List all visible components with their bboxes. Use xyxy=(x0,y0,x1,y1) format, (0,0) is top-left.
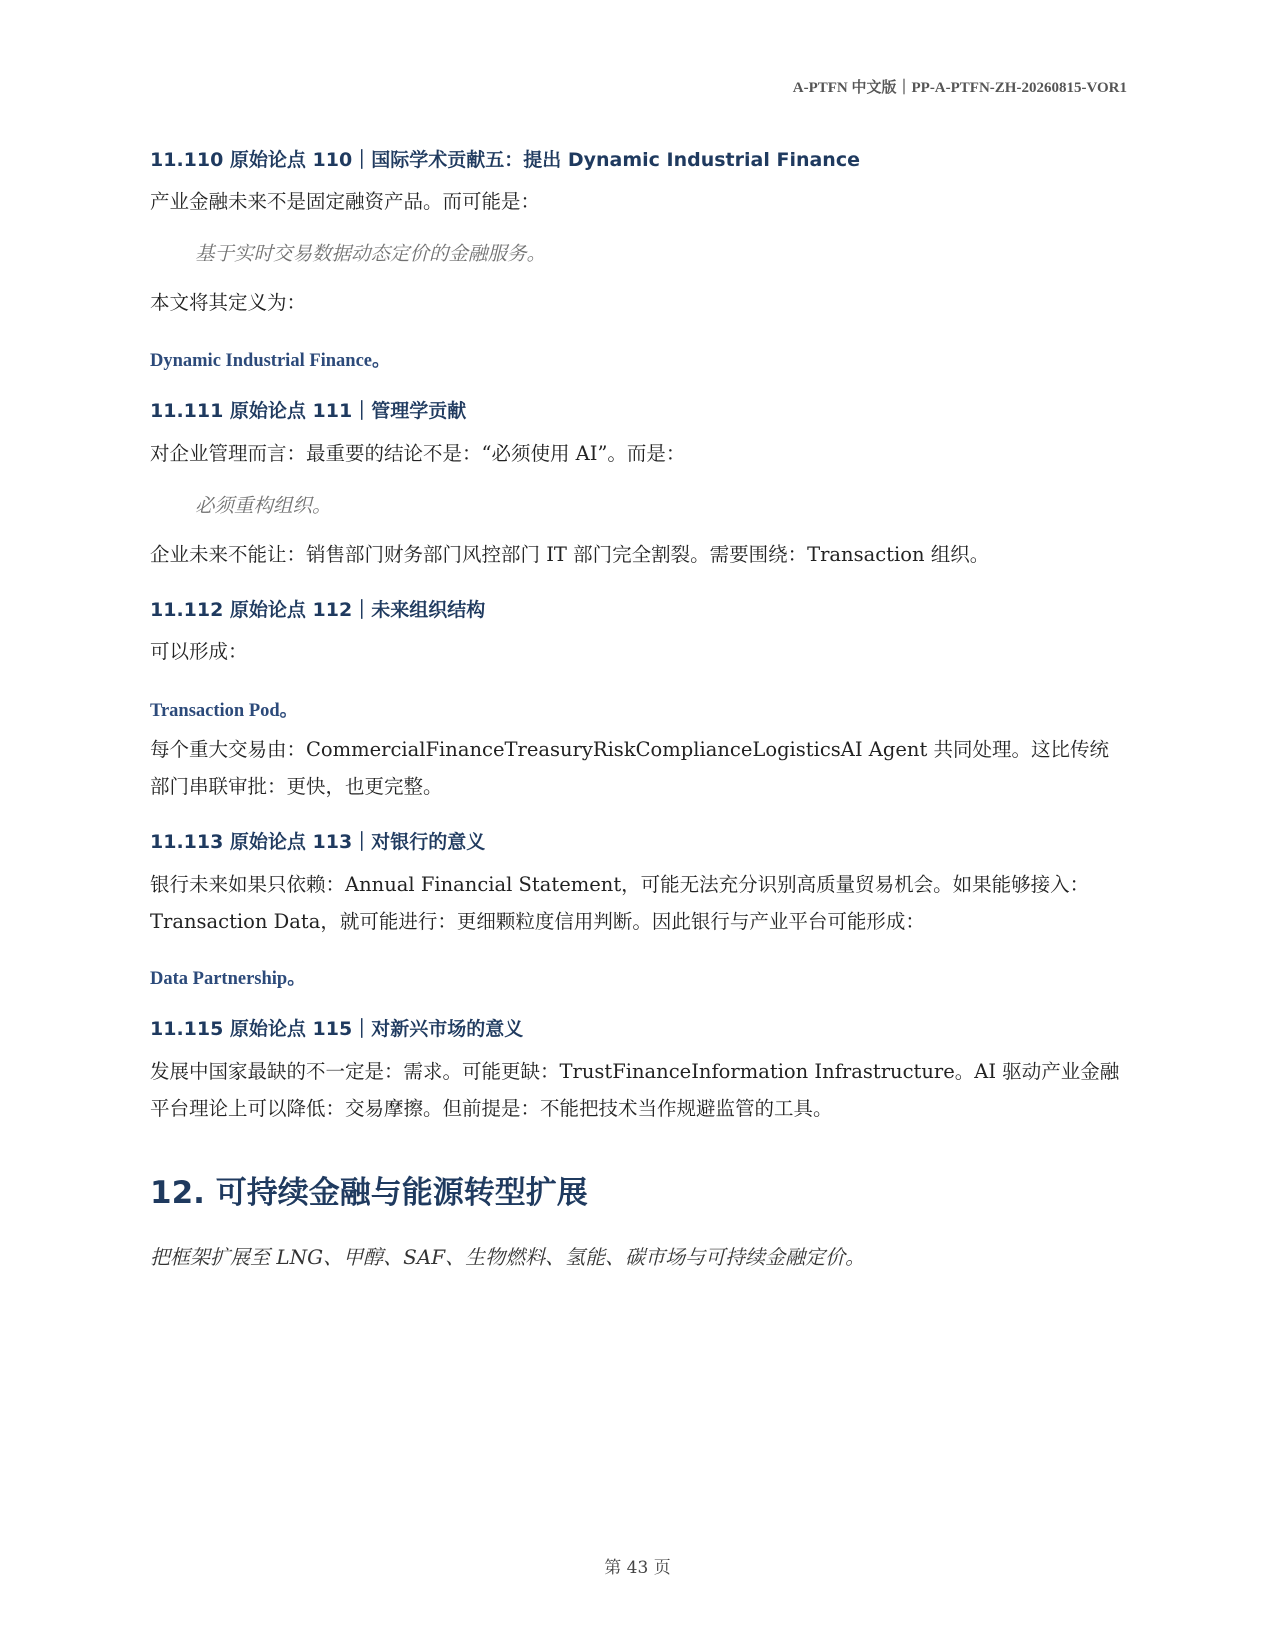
section-heading-113: 11.113 原始论点 113｜对银行的意义 xyxy=(150,831,486,853)
paragraph-112-1: 可以形成： xyxy=(150,640,248,663)
quote-110: 基于实时交易数据动态定价的金融服务。 xyxy=(195,242,547,265)
chapter-12-lead: 把框架扩展至 LNG、甲醇、SAF、生物燃料、氢能、碳市场与可持续金融定价。 xyxy=(150,1245,866,1269)
section-heading-115: 11.115 原始论点 115｜对新兴市场的意义 xyxy=(150,1018,524,1040)
paragraph-110-2: 本文将其定义为： xyxy=(150,291,307,314)
chapter-heading-12: 12. 可持续金融与能源转型扩展 xyxy=(150,1175,588,1211)
paragraph-111-2: 企业未来不能让：销售部门财务部门风控部门 IT 部门完全割裂。需要围绕：Transaction 组织。 xyxy=(150,543,990,566)
term-112: Transaction Pod。 xyxy=(150,701,299,721)
section-heading-110: 11.110 原始论点 110｜国际学术贡献五：提出 Dynamic Industrial Finance xyxy=(150,149,860,171)
paragraph-112-2: 每个重大交易由：CommercialFinanceTreasuryRiskComplianceLogisticsAI Agent 共同处理。这比传统部门串联审批：更快，也更完整。 xyxy=(150,738,1109,798)
paragraph-115-1: 发展中国家最缺的不一定是：需求。可能更缺：TrustFinanceInformation Infrastructure。AI 驱动产业金融平台理论上可以降低：交易摩擦。但前提是：不能把技术当作规避监管的工具。 xyxy=(150,1060,1120,1120)
paragraph-110-1: 产业金融未来不是固定融资产品。而可能是： xyxy=(150,190,541,213)
section-heading-112: 11.112 原始论点 112｜未来组织结构 xyxy=(150,599,486,621)
section-heading-111: 11.111 原始论点 111｜管理学贡献 xyxy=(150,400,467,422)
term-113: Data Partnership。 xyxy=(150,969,306,989)
paragraph-111-1: 对企业管理而言：最重要的结论不是：“必须使用 AI”。而是： xyxy=(150,442,686,465)
term-110: Dynamic Industrial Finance。 xyxy=(150,351,391,371)
running-header: A-PTFN 中文版｜PP-A-PTFN-ZH-20260815-VOR1 xyxy=(792,80,1127,96)
paragraph-113-1: 银行未来如果只依赖：Annual Financial Statement，可能无法充分识别高质量贸易机会。如果能够接入：Transaction Data，就可能进行：更细颗粒度信用判断。因此银行与产业平台可能形成： xyxy=(150,873,1090,933)
page-number: 第 43 页 xyxy=(604,1558,671,1578)
quote-111: 必须重构组织。 xyxy=(195,494,332,517)
